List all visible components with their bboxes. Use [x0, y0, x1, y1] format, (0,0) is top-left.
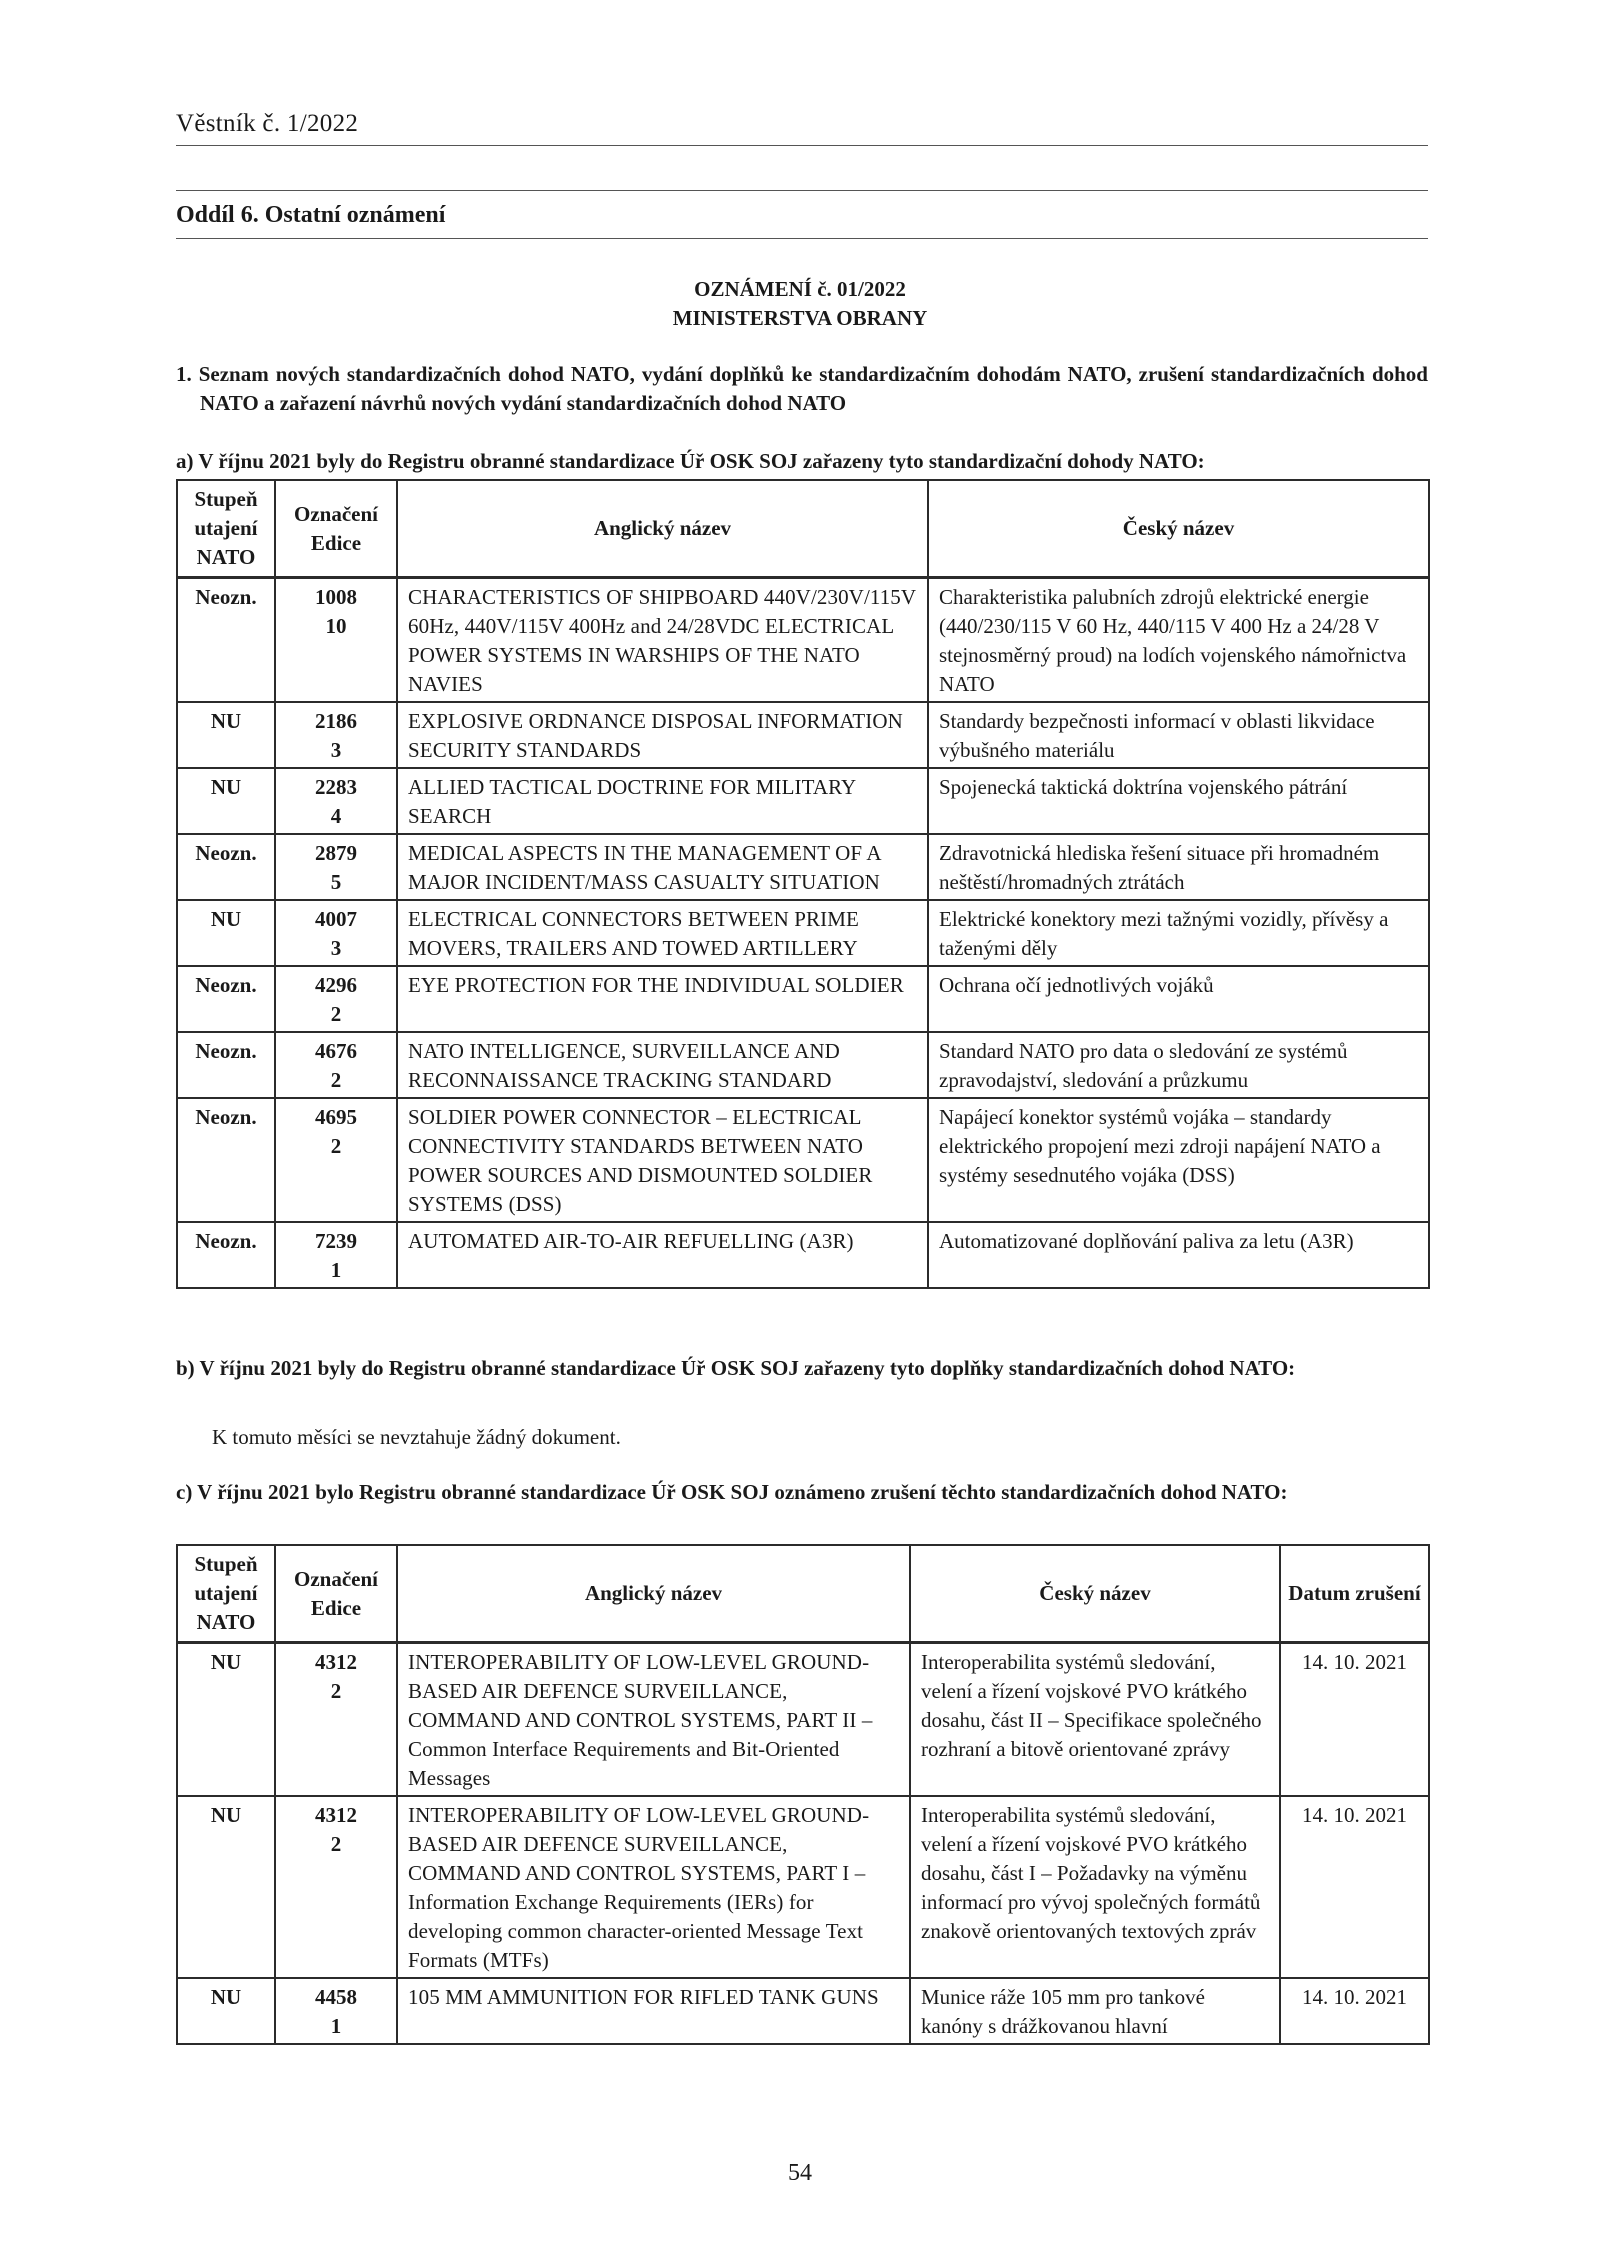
english-title: NATO INTELLIGENCE, SURVEILLANCE AND RECONNAISSANCE TRACKING STANDARD: [397, 1032, 928, 1098]
english-title: AUTOMATED AIR-TO-AIR REFUELLING (A3R): [397, 1222, 928, 1288]
table-row: [177, 1098, 1429, 1222]
english-title: EXPLOSIVE ORDNANCE DISPOSAL INFORMATION SECURITY STANDARDS: [397, 702, 928, 768]
stanag-number: 4312: [315, 1803, 357, 1827]
stanag-edition: 1: [330, 1258, 342, 1282]
table-row: [177, 966, 1429, 1032]
table-row: [177, 1643, 1429, 1797]
stanag-designation: [275, 900, 397, 966]
table-row: [177, 900, 1429, 966]
cancellation-date: 14. 10. 2021: [1280, 1978, 1429, 2044]
stanag-edition: 2: [330, 1679, 342, 1703]
stanag-designation: [275, 834, 397, 900]
page-number: 54: [788, 2160, 812, 2186]
journal-title: Věstník č. 1/2022: [176, 110, 359, 137]
stanag-number: 2186: [315, 709, 357, 733]
table-row: [177, 834, 1429, 900]
classification-level: Neozn.: [177, 966, 275, 1032]
col-header-czech: Český název: [928, 480, 1429, 578]
stanag-edition: 3: [330, 936, 342, 960]
stanag-edition: 2: [330, 1002, 342, 1026]
classification-level: NU: [177, 1643, 275, 1797]
stanag-edition: 2: [330, 1832, 342, 1856]
notice-title-line1: OZNÁMENÍ č. 01/2022: [694, 277, 906, 301]
czech-title: Napájecí konektor systémů vojáka – standardy elektrického propojení mezi zdroji napájení NATO a systémy sesednutého vojáka (DSS): [928, 1098, 1429, 1222]
section-title: Oddíl 6. Ostatní oznámení: [176, 202, 446, 228]
table-header-row: [177, 1545, 1429, 1643]
table-row: [177, 1796, 1429, 1978]
classification-level: NU: [177, 900, 275, 966]
cancellation-date: 14. 10. 2021: [1280, 1643, 1429, 1797]
stanag-edition: 2: [330, 1068, 342, 1092]
czech-title: Automatizované doplňování paliva za letu (A3R): [928, 1222, 1429, 1288]
col-header-level: Stupeň utajení NATO: [177, 1545, 275, 1643]
stanag-designation: [275, 1222, 397, 1288]
stanag-designation: [275, 966, 397, 1032]
classification-level: Neozn.: [177, 1032, 275, 1098]
english-title: MEDICAL ASPECTS IN THE MANAGEMENT OF A MAJOR INCIDENT/MASS CASUALTY SITUATION: [397, 834, 928, 900]
stanag-number: 2879: [315, 841, 357, 865]
stanag-edition: 2: [330, 1134, 342, 1158]
stanag-edition: 10: [325, 614, 347, 638]
table-row: [177, 578, 1429, 703]
stanag-edition: 1: [330, 2014, 342, 2038]
stanag-edition: 4: [330, 804, 342, 828]
section-b-heading: [176, 1354, 1428, 1383]
classification-level: NU: [177, 702, 275, 768]
stanag-designation: [275, 1978, 397, 2044]
czech-title: Spojenecká taktická doktrína vojenského pátrání: [928, 768, 1429, 834]
classification-level: Neozn.: [177, 1098, 275, 1222]
col-header-english: Anglický název: [397, 480, 928, 578]
english-title: ALLIED TACTICAL DOCTRINE FOR MILITARY SEARCH: [397, 768, 928, 834]
stanag-number: 4458: [315, 1985, 357, 2009]
col-header-english: Anglický název: [397, 1545, 910, 1643]
col-header-czech: Český název: [910, 1545, 1280, 1643]
czech-title: Ochrana očí jednotlivých vojáků: [928, 966, 1429, 1032]
stanag-number: 4312: [315, 1650, 357, 1674]
stanag-designation: [275, 1032, 397, 1098]
stanag-designation: [275, 768, 397, 834]
table-row: [177, 768, 1429, 834]
czech-title: Standard NATO pro data o sledování ze systémů zpravodajství, sledování a průzkumu: [928, 1032, 1429, 1098]
col-header-number: Označení Edice: [275, 1545, 397, 1643]
stanag-number: 1008: [315, 585, 357, 609]
classification-level: Neozn.: [177, 834, 275, 900]
table-row: [177, 702, 1429, 768]
czech-title: Zdravotnická hlediska řešení situace při hromadném neštěstí/hromadných ztrátách: [928, 834, 1429, 900]
section-b-note: K tomuto měsíci se nevztahuje žádný dokument.: [212, 1425, 621, 1449]
section-rule-top: [176, 190, 1428, 191]
notice-title-line2: MINISTERSTVA OBRANY: [672, 306, 928, 330]
stanag-edition: 5: [330, 870, 342, 894]
stanag-number: 4676: [315, 1039, 357, 1063]
stanag-designation: [275, 578, 397, 703]
english-title: CHARACTERISTICS OF SHIPBOARD 440V/230V/115V 60Hz, 440V/115V 400Hz and 24/28VDC ELECTRICAL POWER SYSTEMS IN WARSHIPS OF THE NATO NAVIES: [397, 578, 928, 703]
point-1-heading: [176, 360, 1428, 418]
czech-title: Standardy bezpečnosti informací v oblasti likvidace výbušného materiálu: [928, 702, 1429, 768]
english-title: INTEROPERABILITY OF LOW-LEVEL GROUND-BASED AIR DEFENCE SURVEILLANCE, COMMAND AND CONTROL SYSTEMS, PART II – Common Interface Requirements and Bit-Oriented Messages: [397, 1643, 910, 1797]
table-cancelled-stanags: [176, 1544, 1430, 2045]
table-new-stanags: [176, 479, 1430, 1289]
stanag-designation: [275, 1796, 397, 1978]
cancellation-date: 14. 10. 2021: [1280, 1796, 1429, 1978]
stanag-number: 2283: [315, 775, 357, 799]
stanag-designation: [275, 1643, 397, 1797]
english-title: SOLDIER POWER CONNECTOR – ELECTRICAL CONNECTIVITY STANDARDS BETWEEN NATO POWER SOURCES AND DISMOUNTED SOLDIER SYSTEMS (DSS): [397, 1098, 928, 1222]
english-title: ELECTRICAL CONNECTORS BETWEEN PRIME MOVERS, TRAILERS AND TOWED ARTILLERY: [397, 900, 928, 966]
section-a-heading: a) V říjnu 2021 byly do Registru obranné standardizace Úř OSK SOJ zařazeny tyto standardizační dohody NATO:: [176, 449, 1205, 473]
stanag-number: 4007: [315, 907, 357, 931]
english-title: 105 MM AMMUNITION FOR RIFLED TANK GUNS: [397, 1978, 910, 2044]
table-row: [177, 1032, 1429, 1098]
table-row: [177, 1222, 1429, 1288]
stanag-number: 7239: [315, 1229, 357, 1253]
col-header-date: Datum zrušení: [1280, 1545, 1429, 1643]
czech-title: Interoperabilita systémů sledování, velení a řízení vojskové PVO krátkého dosahu, část I – Požadavky na výměnu informací pro vývoj společných formátů znakově orientovaných textových zpráv: [910, 1796, 1280, 1978]
point-1-text: 1. Seznam nových standardizačních dohod NATO, vydání doplňků ke standardizačním dohodám NATO, zrušení standardizačních dohod NATO a zařazení návrhů nových vydání standardizačních dohod NATO: [176, 362, 1428, 415]
stanag-number: 4296: [315, 973, 357, 997]
czech-title: Interoperabilita systémů sledování, velení a řízení vojskové PVO krátkého dosahu, část II – Specifikace společného rozhraní a bitově orientované zprávy: [910, 1643, 1280, 1797]
czech-title: Munice ráže 105 mm pro tankové kanóny s drážkovanou hlavní: [910, 1978, 1280, 2044]
stanag-designation: [275, 1098, 397, 1222]
classification-level: NU: [177, 768, 275, 834]
stanag-designation: [275, 702, 397, 768]
classification-level: NU: [177, 1796, 275, 1978]
stanag-number: 4695: [315, 1105, 357, 1129]
notice-title: [0, 275, 1600, 333]
classification-level: Neozn.: [177, 1222, 275, 1288]
table-header-row: [177, 480, 1429, 578]
col-header-number: Označení Edice: [275, 480, 397, 578]
classification-level: NU: [177, 1978, 275, 2044]
czech-title: Charakteristika palubních zdrojů elektrické energie (440/230/115 V 60 Hz, 440/115 V 400 Hz a 24/28 V stejnosměrný proud) na lodích vojenského námořnictva NATO: [928, 578, 1429, 703]
classification-level: Neozn.: [177, 578, 275, 703]
header-rule: [176, 145, 1428, 146]
col-header-level: Stupeň utajení NATO: [177, 480, 275, 578]
section-rule-bottom: [176, 238, 1428, 239]
section-c-text: c) V říjnu 2021 bylo Registru obranné standardizace Úř OSK SOJ oznámeno zrušení těchto standardizačních dohod NATO:: [176, 1480, 1288, 1504]
table-row: [177, 1978, 1429, 2044]
english-title: EYE PROTECTION FOR THE INDIVIDUAL SOLDIER: [397, 966, 928, 1032]
english-title: INTEROPERABILITY OF LOW-LEVEL GROUND-BASED AIR DEFENCE SURVEILLANCE, COMMAND AND CONTROL SYSTEMS, PART I – Information Exchange Requirements (IERs) for developing common character-oriented Message Text Formats (MTFs): [397, 1796, 910, 1978]
section-c-heading: [176, 1478, 1428, 1507]
czech-title: Elektrické konektory mezi tažnými vozidly, přívěsy a taženými děly: [928, 900, 1429, 966]
stanag-edition: 3: [330, 738, 342, 762]
section-b-text: b) V říjnu 2021 byly do Registru obranné standardizace Úř OSK SOJ zařazeny tyto doplňky standardizačních dohod NATO:: [176, 1356, 1296, 1380]
